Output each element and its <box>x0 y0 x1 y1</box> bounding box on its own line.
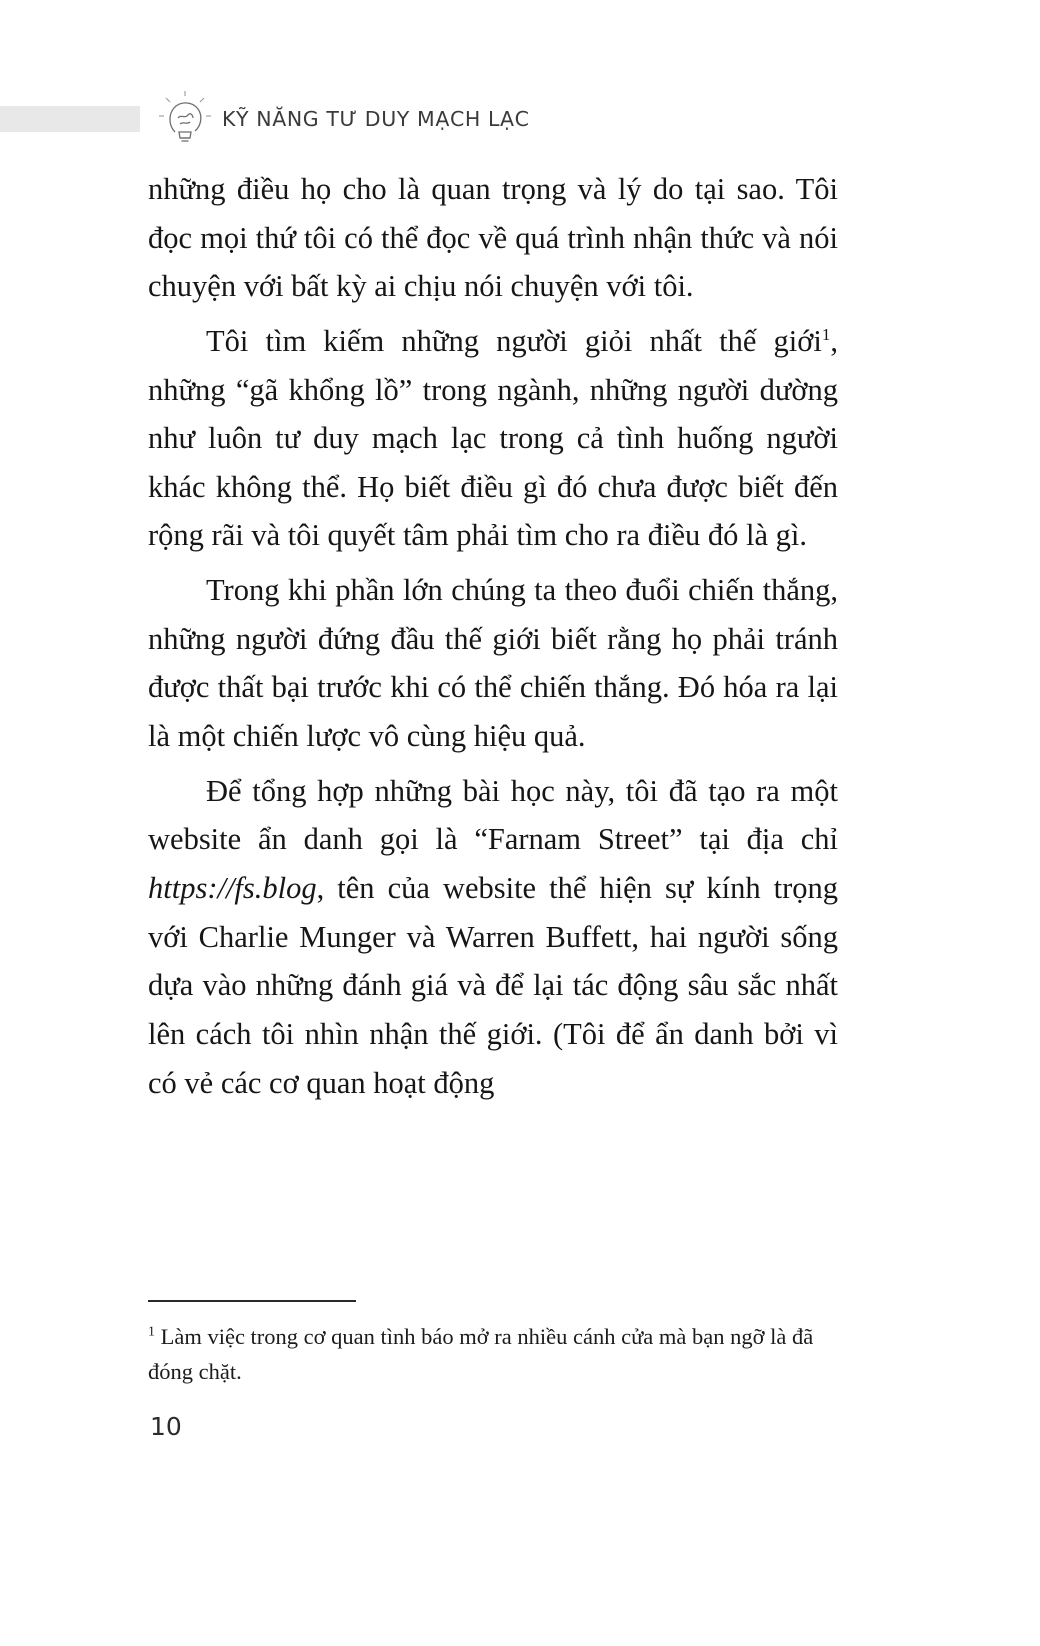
paragraph-1-text: những điều họ cho là quan trọng và lý do tại sao. Tôi đọc mọi thứ tôi có thể đọc về quá trình nhận thức và nói chuyện với bất kỳ ai chịu nói chuyện với tôi. <box>148 172 838 304</box>
paragraph-4 <box>148 767 838 1107</box>
page-number: 10 <box>150 1412 182 1441</box>
website-url-text: https://fs.blog <box>148 870 317 905</box>
paragraph-3-text: Trong khi phần lớn chúng ta theo đuổi chiến thắng, những người đứng đầu thế giới biết rằng họ phải tránh được thất bại trước khi có thể chiến thắng. Đó hóa ra lại là một chiến lược vô cùng hiệu quả. <box>148 573 838 754</box>
paragraph-1 <box>148 165 838 311</box>
paragraph-2-text-after-footnote: , những “gã khổng lồ” trong ngành, những người dường như luôn tư duy mạch lạc trong cả tình huống người khác không thể. Họ biết điều gì đó chưa được biết đến rộng rãi và tôi quyết tâm phải tìm cho ra điều đó là gì. <box>148 323 838 553</box>
footnote-separator-rule <box>148 1300 356 1302</box>
paragraph-2 <box>148 317 838 560</box>
running-header <box>0 96 1040 142</box>
footnote-number: 1 <box>148 1324 155 1340</box>
footnote-marker-inline: 1 <box>821 324 831 344</box>
paragraph-4-text-part2: , tên của website thể hiện sự kính trọng với Charlie Munger và Warren Buffett, hai người sống dựa vào những đánh giá và để lại tác động sâu sắc nhất lên cách tôi nhìn nhận thế giới. (Tôi để ẩn danh bởi vì có vẻ các cơ quan hoạt động <box>148 870 838 1100</box>
footnote-text <box>148 1320 838 1389</box>
footnote-body: Làm việc trong cơ quan tình báo mở ra nhiều cánh cửa mà bạn ngỡ là đã đóng chặt. <box>148 1324 814 1384</box>
header-title: KỸ NĂNG TƯ DUY MẠCH LẠC <box>222 107 530 131</box>
footnote-area <box>148 1300 838 1389</box>
header-rule-bar <box>0 106 140 132</box>
paragraph-2-text-before-footnote: Tôi tìm kiếm những người giỏi nhất thế giới <box>206 323 822 358</box>
paragraph-3 <box>148 566 838 761</box>
paragraph-4-text-part1: Để tổng hợp những bài học này, tôi đã tạo ra một website ẩn danh gọi là “Farnam Street” tại địa chỉ <box>148 773 838 857</box>
lightbulb-head-emblem-icon <box>156 88 214 146</box>
page-text-column <box>148 165 838 1107</box>
